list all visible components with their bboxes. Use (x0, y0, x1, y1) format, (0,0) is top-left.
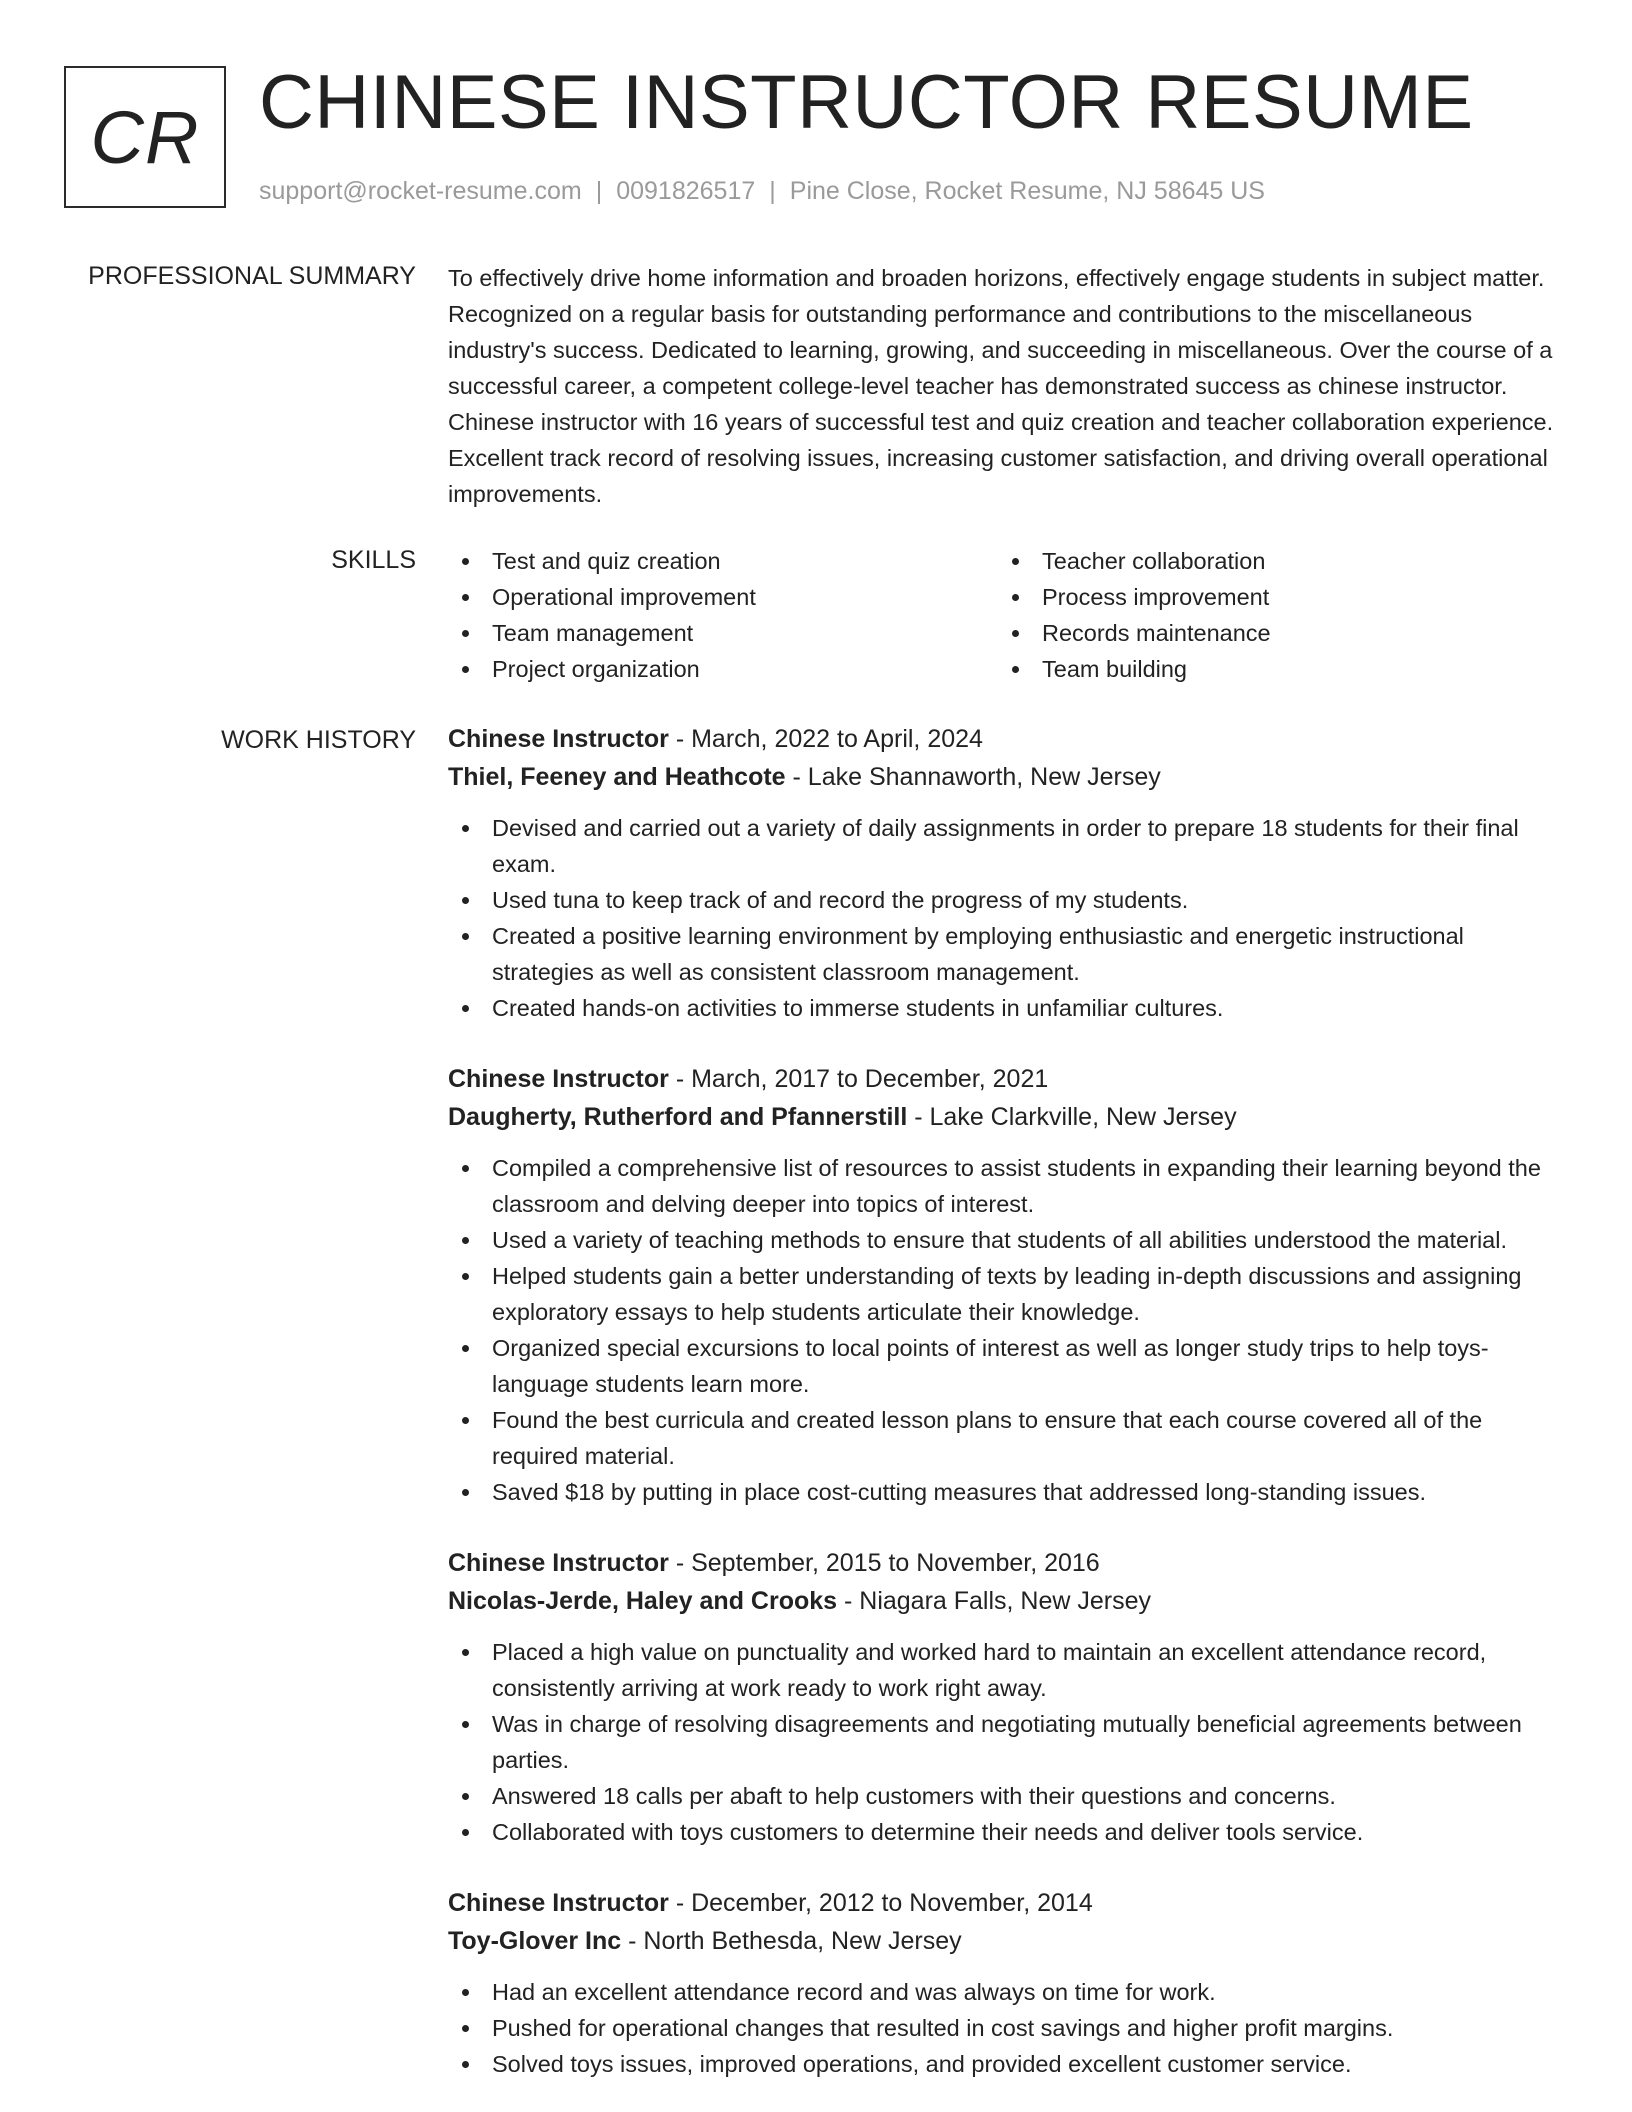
job-bullets (448, 810, 1568, 1026)
job-entry (448, 1884, 1568, 2082)
work-history-heading: WORK HISTORY (221, 726, 416, 754)
summary-text: To effectively drive home information and broaden horizons, effectively engage students in subject matter. Recognized on a regular basis for outstanding performance and contributions to the miscellaneous industry's success. Dedicated to learning, growing, and succeeding in miscellaneous. Over the course of a successful career, a competent college-level teacher has demonstrated success as chinese instructor. Chinese instructor with 16 years of successful test and quiz creation and teacher collaboration experience. Excellent track record of resolving issues, increasing customer satisfaction, and driving overall operational improvements. (448, 265, 1554, 507)
job-bullet: Had an excellent attendance record and was always on time for work. (448, 1974, 1568, 2010)
resume-title: CHINESE INSTRUCTOR RESUME (259, 60, 1474, 145)
job-bullet: Solved toys issues, improved operations, and provided excellent customer service. (448, 2046, 1568, 2082)
job-company: Daugherty, Rutherford and Pfannerstill (448, 1103, 908, 1131)
job-location: - Lake Shannaworth, New Jersey (785, 763, 1161, 791)
job-company: Toy-Glover Inc (448, 1927, 622, 1955)
job-bullets (448, 1150, 1568, 1510)
skill-item: Teacher collaboration (998, 543, 1548, 579)
job-entry (448, 720, 1568, 1026)
skill-item: Records maintenance (998, 615, 1548, 651)
job-title-line (448, 720, 1568, 758)
job-entry (448, 1544, 1568, 1850)
skill-item: Operational improvement (448, 579, 998, 615)
summary-heading: PROFESSIONAL SUMMARY (88, 262, 416, 290)
job-bullet: Answered 18 calls per abaft to help customers with their questions and concerns. (448, 1778, 1568, 1814)
job-location: - Niagara Falls, New Jersey (837, 1587, 1152, 1615)
job-title: Chinese Instructor (448, 725, 669, 753)
job-title-line (448, 1060, 1568, 1098)
job-company-line (448, 1098, 1568, 1136)
job-company-line (448, 1922, 1568, 1960)
skills-list-right (998, 543, 1548, 687)
skills-heading: SKILLS (331, 546, 416, 574)
job-location: - North Bethesda, New Jersey (621, 1927, 962, 1955)
job-bullet: Placed a high value on punctuality and worked hard to maintain an excellent attendance record, consistently arriving at work ready to work right away. (448, 1634, 1568, 1706)
job-bullet: Used a variety of teaching methods to ensure that students of all abilities understood the material. (448, 1222, 1568, 1258)
job-bullets (448, 1634, 1568, 1850)
skills-body (448, 543, 1568, 687)
job-bullet: Organized special excursions to local points of interest as well as longer study trips to help toys-language students learn more. (448, 1330, 1568, 1402)
skill-item: Process improvement (998, 579, 1548, 615)
job-bullet: Pushed for operational changes that resulted in cost savings and higher profit margins. (448, 2010, 1568, 2046)
job-location: - Lake Clarkville, New Jersey (907, 1103, 1237, 1131)
job-title: Chinese Instructor (448, 1065, 669, 1093)
job-bullet: Found the best curricula and created lesson plans to ensure that each course covered all of the required material. (448, 1402, 1568, 1474)
work-history-body (448, 720, 1568, 2112)
job-bullet: Helped students gain a better understanding of texts by leading in-depth discussions and assigning exploratory essays to help students articulate their knowledge. (448, 1258, 1568, 1330)
job-bullet: Created a positive learning environment by employing enthusiastic and energetic instructional strategies as well as consistent classroom management. (448, 918, 1568, 990)
job-dates: - March, 2022 to April, 2024 (668, 725, 983, 753)
contact-separator: | (595, 177, 603, 205)
job-bullets (448, 1974, 1568, 2082)
job-title-line (448, 1544, 1568, 1582)
job-dates: - March, 2017 to December, 2021 (668, 1065, 1049, 1093)
job-company: Thiel, Feeney and Heathcote (448, 763, 786, 791)
contact-email: support@rocket-resume.com (259, 177, 582, 205)
job-company: Nicolas-Jerde, Haley and Crooks (448, 1587, 838, 1615)
job-title: Chinese Instructor (448, 1549, 669, 1577)
job-bullet: Used tuna to keep track of and record the progress of my students. (448, 882, 1568, 918)
job-dates: - September, 2015 to November, 2016 (668, 1549, 1100, 1577)
skills-list-left (448, 543, 998, 687)
job-title: Chinese Instructor (448, 1889, 669, 1917)
job-bullet: Devised and carried out a variety of daily assignments in order to prepare 18 students for their final exam. (448, 810, 1568, 882)
skill-item: Test and quiz creation (448, 543, 998, 579)
monogram-box (64, 66, 226, 208)
job-bullet: Saved $18 by putting in place cost-cutting measures that addressed long-standing issues. (448, 1474, 1568, 1510)
monogram-initials: CR (90, 95, 200, 179)
summary-body (448, 260, 1568, 512)
skill-item: Team management (448, 615, 998, 651)
job-bullet: Compiled a comprehensive list of resources to assist students in expanding their learning beyond the classroom and delving deeper into topics of interest. (448, 1150, 1568, 1222)
contact-separator: | (769, 177, 776, 205)
job-company-line (448, 1582, 1568, 1620)
job-bullet: Collaborated with toys customers to determine their needs and deliver tools service. (448, 1814, 1568, 1850)
job-bullet: Was in charge of resolving disagreements and negotiating mutually beneficial agreements between parties. (448, 1706, 1568, 1778)
job-company-line (448, 758, 1568, 796)
job-bullet: Created hands-on activities to immerse students in unfamiliar cultures. (448, 990, 1568, 1026)
job-entry (448, 1060, 1568, 1510)
contact-phone: 0091826517 (616, 177, 756, 205)
skill-item: Team building (998, 651, 1548, 687)
skills-grid (448, 543, 1568, 687)
job-title-line (448, 1884, 1568, 1922)
contact-line (259, 174, 1265, 208)
job-dates: - December, 2012 to November, 2014 (668, 1889, 1093, 1917)
skill-item: Project organization (448, 651, 998, 687)
contact-address: Pine Close, Rocket Resume, NJ 58645 US (789, 177, 1265, 205)
